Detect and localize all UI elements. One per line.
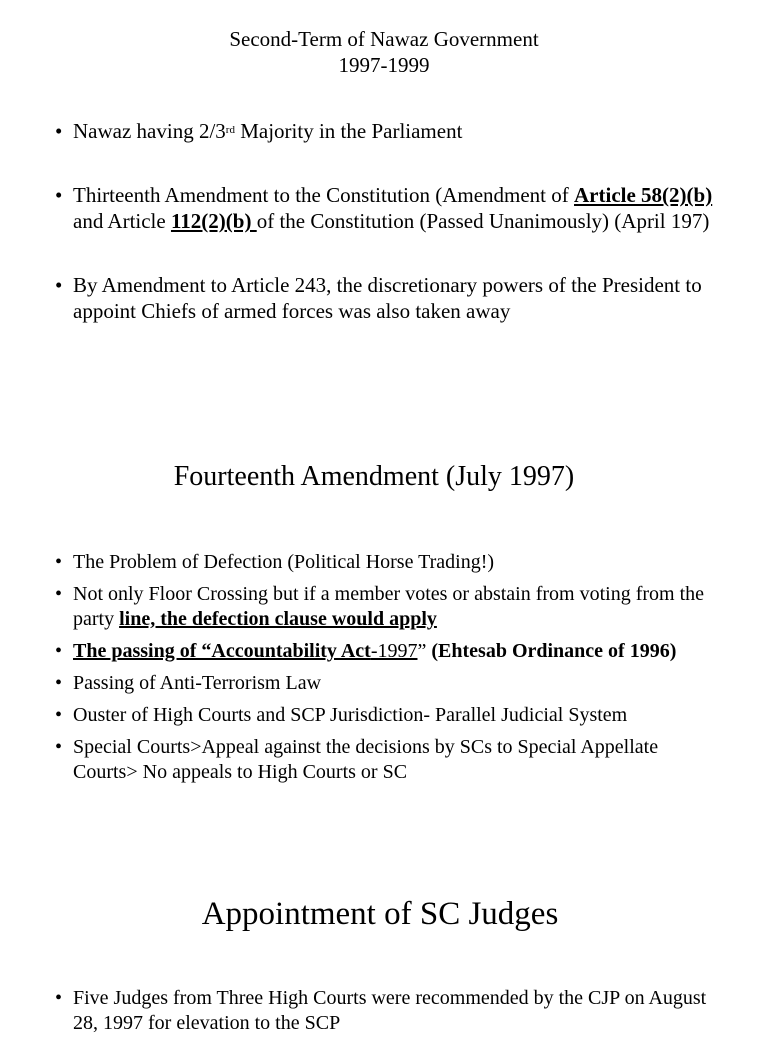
slide1-bullet-majority: • Nawaz having 2/3rd Majority in the Parliament [55,118,745,144]
slide3-title: Appointment of SC Judges [201,896,559,932]
slide1-title-line2: 1997-1999 [338,53,430,77]
slide1-bullet-thirteenth-amendment: • Thirteenth Amendment to the Constitution (Amendment of Article 58(2)(b) and Article 112(2)(b) of the Constitution (Passed Unanimously) (April 197) [55,182,745,234]
slide1-bullet-article-243: • By Amendment to Article 243, the discretionary powers of the President to appoint Chiefs of armed forces was also taken away [55,272,745,324]
slide2-bullet-list [55,550,715,792]
slide1-title-line1: Second-Term of Nawaz Government [229,27,539,51]
slide2-bullet-anti-terrorism: • Passing of Anti-Terrorism Law [55,671,715,696]
slide2-bullet-defection: • The Problem of Defection (Political Horse Trading!) [55,550,715,575]
article-112-ref: 112(2)(b) [170,209,257,233]
slide2-bullet-accountability-act: • The passing of “Accountability Act-1997” (Ehtesab Ordinance of 1996) [55,639,715,664]
slide1-title [0,26,768,78]
slide3-bullet-list [55,986,715,1043]
slide2-title: Fourteenth Amendment (July 1997) [173,461,575,492]
article-58-ref: Article 58(2)(b) [574,183,713,207]
slide2-bullet-floor-crossing: • Not only Floor Crossing but if a member votes or abstain from voting from the party line, the defection clause would apply [55,582,715,632]
slide3-bullet-five-judges: • Five Judges from Three High Courts were recommended by the CJP on August 28, 1997 for elevation to the SCP [55,986,715,1036]
slide2-bullet-special-courts: • Special Courts>Appeal against the decisions by SCs to Special Appellate Courts> No appeals to High Courts or SC [55,735,715,785]
slide1-bullet-list [55,118,745,362]
slide2-bullet-ouster: • Ouster of High Courts and SCP Jurisdiction- Parallel Judicial System [55,703,715,728]
